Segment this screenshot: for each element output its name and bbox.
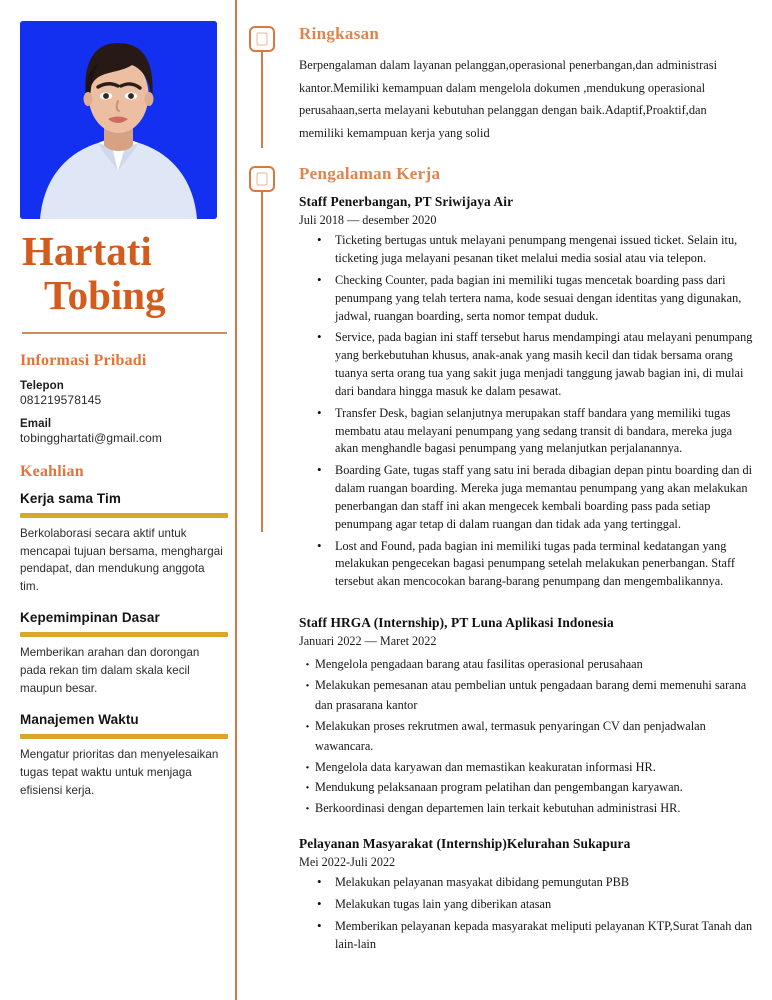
list-item: • Memberikan pelayanan kepada masyarakat meliputi pelayanan KTP,Surat Tanah dan lain-lain	[335, 918, 754, 954]
list-item: • Ticketing bertugas untuk melayani penumpang mengenai issued ticket. Selain itu, ticketing juga melayani pesanan tiket melalui media sosial atau via telepon.	[335, 232, 754, 268]
skill-bar	[20, 513, 228, 518]
job-entry	[299, 194, 754, 591]
first-name: Hartati	[22, 228, 152, 274]
job-entry	[299, 836, 754, 953]
list-item: · Melakukan proses rekrutmen awal, termasuk penyaringan CV dan penjadwalan wawancara.	[303, 717, 754, 757]
personal-info-field-email	[20, 418, 219, 445]
name-divider	[22, 332, 227, 334]
list-item: · Mendukung pelaksanaan program pelatihan dan pengembangan karyawan.	[303, 778, 754, 798]
job-title: Staff Penerbangan, PT Sriwijaya Air	[299, 194, 514, 210]
job-entry	[299, 615, 754, 819]
list-item: • Checking Counter, pada bagian ini memiliki tugas mencetak boarding pass dari penumpang yang telah tertera nama, kode sesuai dengan identitas yang digunakan, jadwal, ruangan boarding, serta nomor tempat duduk.	[335, 272, 754, 325]
skill-bar	[20, 734, 228, 739]
skill-bar	[20, 632, 228, 637]
main-content	[235, 0, 772, 1000]
list-item: · Melakukan pemesanan atau pembelian untuk pengadaan barang demi memenuhi sarana dan prasarana kantor	[303, 676, 754, 716]
list-item: · Berkoordinasi dengan departemen lain terkait kebutuhan administrasi HR.	[303, 799, 754, 819]
skill-description: Memberikan arahan dan dorongan pada rekan tim dalam skala kecil maupun besar.	[20, 646, 200, 696]
job-title: Pelayanan Masyarakat (Internship)Kelurahan Sukapura	[299, 836, 631, 852]
job-dates: Mei 2022-Juli 2022	[299, 855, 396, 870]
spacer	[299, 595, 754, 615]
job-bullet-list	[299, 655, 754, 819]
last-name: Tobing	[44, 272, 166, 319]
email-label: Email	[20, 417, 52, 430]
sidebar	[0, 0, 235, 1000]
job-bullet-list	[299, 874, 754, 953]
section-ringkasan	[249, 24, 754, 144]
timeline-rail	[261, 192, 263, 532]
profile-photo	[20, 21, 217, 219]
job-dates: Januari 2022 — Maret 2022	[299, 634, 437, 649]
list-item: • Transfer Desk, bagian selanjutnya merupakan staff bandara yang memiliki tugas membatu atau melayani penumpang yang sedang transit di bandara, mereka juga akan menghandle bagasi penumpang yang melanjutkan perjalanannya.	[335, 405, 754, 458]
job-bullet-list	[299, 232, 754, 591]
skill-item	[20, 712, 219, 800]
telepon-label: Telepon	[20, 379, 64, 392]
email-value: tobingghartati@gmail.com	[20, 430, 162, 445]
skill-item	[20, 490, 223, 597]
skill-title: Manajemen Waktu	[20, 712, 139, 728]
skill-description: Berkolaborasi secara aktif untuk mencapai tujuan bersama, menghargai pendapat, dan mendukung anggota tim.	[20, 526, 223, 594]
personal-info-heading: Informasi Pribadi	[20, 351, 147, 369]
list-item: • Melakukan tugas lain yang diberikan atasan	[335, 896, 754, 914]
list-item: · Mengelola data karyawan dan memastikan keakuratan informasi HR.	[303, 758, 754, 778]
document-icon	[249, 26, 275, 52]
skill-description: Mengatur prioritas dan menyelesaikan tugas tepat waktu untuk menjaga efisiensi kerja.	[20, 748, 219, 798]
skill-title: Kerja sama Tim	[20, 490, 121, 506]
list-item: • Boarding Gate, tugas staff yang satu ini berada dibagian depan pintu boarding dan di dalam ruangan boarding. Mereka juga memantau penumpang yang akan melakukan penerbangan dan staff ini akan mengecek kembali boarding pass pada setiap penumpang agar tetap di dalam ruangan dan tidak ada yang tertinggal.	[335, 462, 754, 533]
candidate-name	[20, 229, 219, 318]
spacer	[299, 823, 754, 836]
spacer	[235, 144, 754, 164]
list-item: • Melakukan pelayanan masyakat dibidang pemungutan PBB	[335, 874, 754, 892]
document-icon	[249, 166, 275, 192]
ringkasan-text: Berpengalaman dalam layanan pelanggan,operasional penerbangan,dan administrasi kantor.Memiliki kemampuan dalam mengelola dokumen ,mendukung operasional perusahaan,serta melayani kebutuhan pelanggan dengan baik.Adaptif,Proaktif,dan memiliki kemampuan kerja yang solid	[299, 58, 718, 140]
profile-photo-illustration	[20, 21, 217, 219]
list-item: • Service, pada bagian ini staff tersebut harus mendampingi atau melayani penumpang yang berkebutuhan khusus, anak-anak yang masih kecil dan tidak bersama orang tuanya serta orang tua yang sakit juga menjadi tanggung jawab bagian ini, di mulai dari bandara hingga masuk ke dalam pesawat.	[335, 329, 754, 400]
timeline-rail	[261, 52, 263, 148]
job-dates: Juli 2018 — desember 2020	[299, 213, 437, 228]
skill-title: Kepemimpinan Dasar	[20, 610, 160, 626]
skill-item	[20, 610, 219, 698]
skills-heading: Keahlian	[20, 462, 84, 480]
pengalaman-kerja-heading: Pengalaman Kerja	[299, 164, 441, 184]
personal-info-field-telepon	[20, 380, 219, 407]
section-pengalaman-kerja	[249, 164, 754, 953]
ringkasan-heading: Ringkasan	[299, 24, 380, 43]
job-title: Staff HRGA (Internship), PT Luna Aplikasi Indonesia	[299, 615, 614, 631]
list-item: · Mengelola pengadaan barang atau fasilitas operasional perusahaan	[303, 655, 754, 675]
list-item: • Lost and Found, pada bagian ini memiliki tugas pada terminal kedatangan yang melakukan pengecekan bagasi penumpang setelah melakukan penerbangan. Staff tersebut akan mencocokan barang-barang penumpang dan mengembalikannya.	[335, 538, 754, 591]
telepon-value: 081219578145	[20, 392, 102, 407]
